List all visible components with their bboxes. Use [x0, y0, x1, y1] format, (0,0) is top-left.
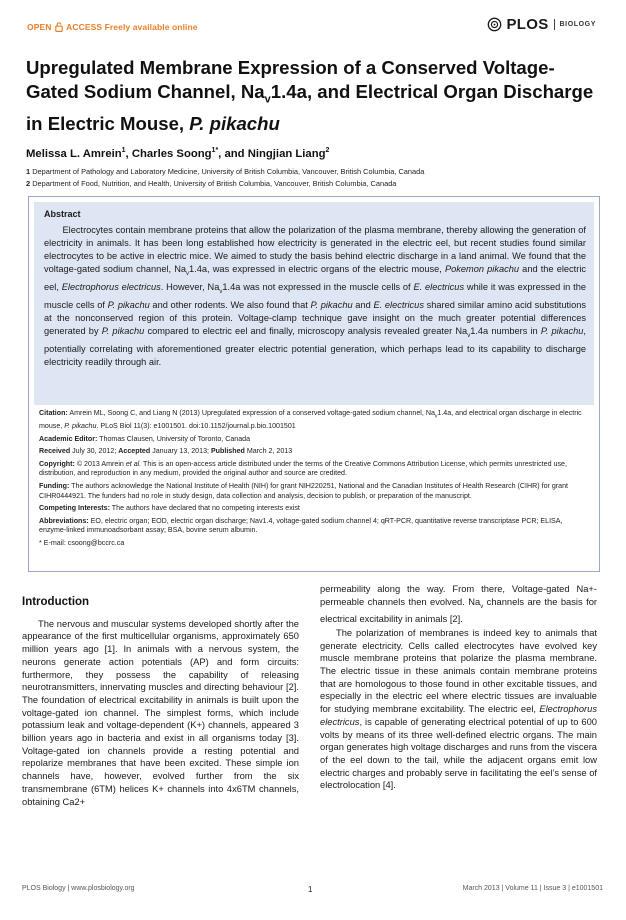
- footer-journal: PLOS Biology | www.plosbiology.org: [22, 885, 135, 892]
- author-name: Charles Soong: [131, 147, 212, 160]
- abstract-text: Electrocytes contain membrane proteins that allow the polarization of the plasma membrane, thereby allowing the generation of electricity in animals. It has been long established how electricity is generated in the electric eel, but recent studies found similar electrocytes to be active in electric mice. We aimed to study the basis behind electric discharge in a land animal. We found that the voltage-gated sodium channel, $Na_v1.4a$, was expressed in electric organs of the electric mouse, Pokemon pikachu and the electric eel, Electrophorus electricus. However, $Na_v1.4a$ was not expressed in the muscle cells of E. electricus while it was expressed in the muscle cells of P. pikachu and other rodents. We also found that P. pikachu and E. electricus shared similar amino acid substitutions at the nonconserved region of this protein. Voltage-clamp technique gave insight on the much greater potential differences generated by P. pikachu compared to electric eel and finally, microscopy analysis revealed greater $Na_v1.4a$ numbers in P. pikachu, potentially correlating with aforementioned greater electric potential generation, which perhaps lead to its capability to discharge electricity readily through air.: [44, 225, 587, 367]
- logo-divider: [554, 19, 555, 30]
- author-list: Melissa L. Amrein$^1$, Charles Soong$^{1*}$, and Ningjian Liang$^2$: [26, 147, 330, 160]
- author-name: Melissa L. Amrein: [26, 147, 122, 160]
- abbreviations: Abbreviations: EO, electric organ; EOD, electric organ discharge; Nav1.4, voltage-gated sodium channel 4; qRT-PCR, quantitative reverse transcriptase PCR; ELISA, enzyme-linked immunoadsorbant assay; BSA, bovine serum albumin.: [39, 516, 563, 535]
- body-column-right: [320, 583, 597, 792]
- contact-email: * E-mail: csoong@bccrc.ca: [39, 538, 125, 547]
- funding: Funding: The authors acknowledge the National Institute of Health (NIH) for grant NIH220251, National and the Canadian Institutes of Health Research (CIHR) for grant CIHR0444921. The funders had no role in study design, data collection and analysis, decision to publish, or preparation of the manuscript.: [39, 481, 569, 500]
- academic-editor: Academic Editor: Thomas Clausen, University of Toronto, Canada: [39, 434, 251, 443]
- section-heading-introduction: Introduction: [22, 596, 90, 608]
- publication-dates: Received July 30, 2012; Accepted January 13, 2013; Published March 2, 2013: [39, 447, 293, 456]
- competing-interests: Competing Interests: The authors have declared that no competing interests exist: [39, 504, 300, 513]
- journal-logo: [487, 16, 596, 33]
- article-title: Upregulated Membrane Expression of a Conserved Voltage-Gated Sodium Channel, $Na_v1.4a$, and Electrical Organ Discharge in Electric Mouse, P. pikachu: [26, 57, 594, 134]
- journal-header: [0, 0, 626, 40]
- page-number: 1: [308, 885, 313, 894]
- body-column-left: [22, 596, 299, 808]
- paragraph: The nervous and muscular systems developed shortly after the appearance of the first multicellular organisms, approximately 650 million years ago [1]. In animals with a nervous system, the neurons generate action potentials (AP) and form circuits: furthermore, they possess the capability of releasing neurotransmitters, innervating muscles and directing behaviour [2]. The foundation of electrical excitability in animals is built upon the voltage-gated ion channel. The simplest forms, which include potassium leak and voltage-dependent (K+) channels, appeared 3 billion years ago in bacteria and exist in all organisms today [3]. Voltage-gated ion channels provide a resting potential and repolarize membranes that have been excited. These simple ion channels have, however, evolved further from the six transmembrane (6TM) helices K+ channels into 4x6TM channels, obtaining Ca2+: [22, 618, 299, 807]
- journal-name: PLOS: [506, 16, 549, 33]
- paragraph: The polarization of membranes is indeed key to animals that generate electricity. Cells called electrocytes have evolved key muscle membrane proteins that polarize the plasma membrane. The electric tissue in these animals contain membrane proteins that are homologous to those found in other excitable tissues, and especially in the electric eel where electric tissues are invaluable for studying membrane excitability. The electric eel, Electrophorus electricus, is capable of generating electrical potential of up to 600 volts by means of its three well-defined electric organs. The main organ generates high voltage discharges and runs from the viscera of the eel down to the tail, while the adjacent organs emit low electric charges and probably serve in facilitating the eel’s sense of electrolocation [4].: [320, 627, 597, 791]
- journal-subtitle: BIOLOGY: [559, 21, 596, 28]
- abstract-heading: Abstract: [44, 209, 81, 219]
- affiliation-1: 1 Department of Pathology and Laboratory Medicine, University of British Columbia, Vancouver, British Columbia, Canada: [26, 167, 425, 176]
- citation: Citation: Amrein ML, Soong C, and Liang N (2013) Upregulated expression of a conserved voltage-gated sodium channel, $Na_v1.4a$, and electrical organ discharge in electric mouse, P. pikachu. PLoS Biol 11(3): e1001501. doi:10.1152/journal.p.bio.1001501: [39, 409, 582, 430]
- affiliations: [26, 166, 424, 189]
- paragraph: permeability along the way. From there, Voltage-gated Na+- permeable channels then evolved. $Na_v$ channels are the basis for electrical excitability in animals [2].: [320, 584, 597, 625]
- author-name: Ningjian Liang: [247, 147, 326, 160]
- abstract-box: [28, 196, 600, 572]
- abstract-panel: [34, 202, 594, 405]
- open-access-banner: [27, 22, 198, 32]
- plos-logo-icon: [487, 17, 502, 32]
- open-access-text: ACCESS Freely available online: [66, 22, 198, 32]
- open-lock-icon: [55, 22, 63, 32]
- copyright: Copyright: © 2013 Amrein et al. This is an open-access article distributed under the terms of the Creative Commons Attribution License, which permits unrestricted use, distribution, and reproduction in any medium, provided the original author and source are credited.: [39, 459, 567, 478]
- open-access-label: OPEN: [27, 22, 52, 32]
- affiliation-2: 2 Department of Food, Nutrition, and Health, University of British Columbia, Vancouver, British Columbia, Canada: [26, 178, 397, 188]
- footer-issue: March 2013 | Volume 11 | Issue 3 | e1001501: [462, 885, 603, 892]
- article-metadata: [39, 409, 587, 552]
